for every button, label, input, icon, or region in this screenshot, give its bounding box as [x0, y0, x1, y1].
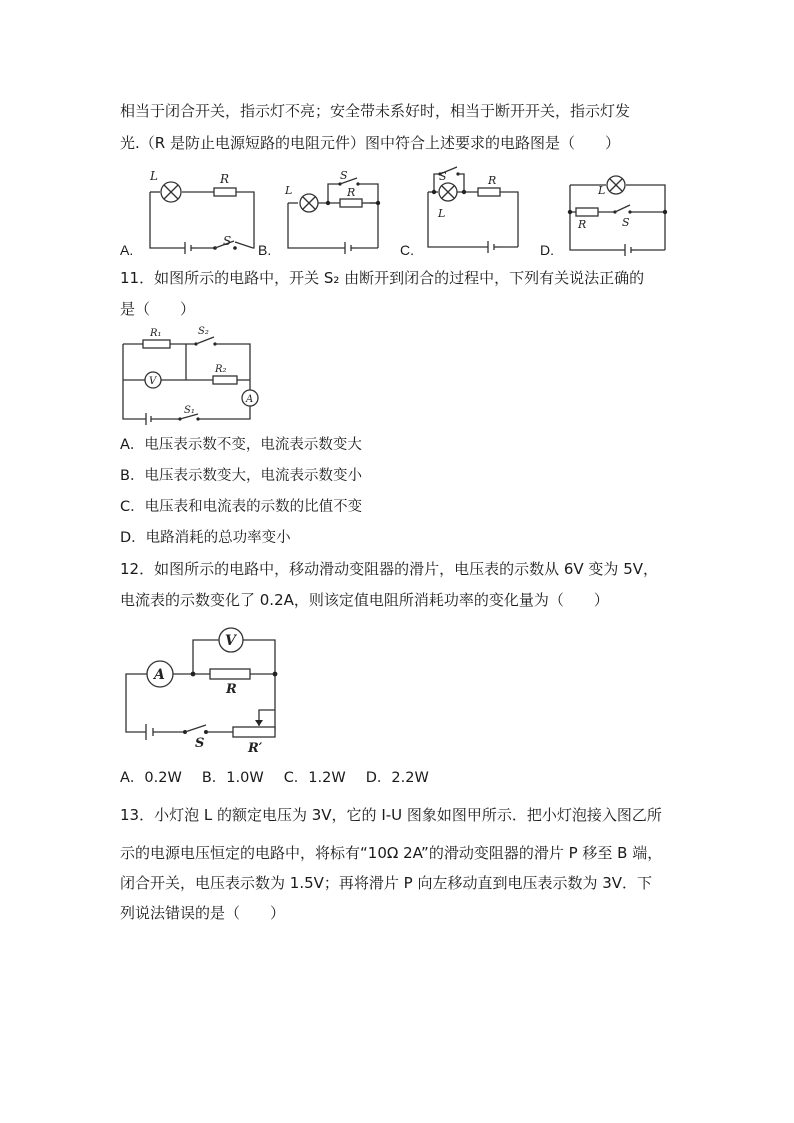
q12-voltmeter-label: V	[225, 633, 236, 649]
q10-option-a[interactable]: A.	[120, 242, 134, 258]
q13-text-line2: 示的电源电压恒定的电路中，将标有“10Ω 2A”的滑动变阻器的滑片 P 移至 B 端，	[120, 844, 663, 862]
q11-option-b[interactable]: B．电压表示数变大，电流表示数变小	[120, 468, 362, 484]
q12-text-line1: 12．如图所示的电路中，移动滑动变阻器的滑片，电压表的示数从 6V 变为 5V，	[120, 560, 659, 578]
q11-r2-label: R₂	[215, 364, 227, 375]
q12-ammeter-label: A	[154, 667, 165, 683]
q10b-switch-label: S	[340, 169, 348, 182]
q10c-lamp-label: L	[438, 207, 446, 220]
q10b-lamp-label: L	[285, 184, 293, 197]
q12-option-a[interactable]: A．0.2W	[120, 770, 182, 786]
q12-resistor-label: R	[226, 682, 237, 697]
q10-text-line2: 光.（R 是防止电源短路的电阻元件）图中符合上述要求的电路图是（ ）	[120, 134, 620, 152]
q10b-resistor-label: R	[347, 186, 356, 199]
q12-switch-label: S	[195, 736, 205, 751]
q10c-switch-label: S	[439, 170, 447, 183]
q10a-switch-label: S	[223, 234, 232, 248]
q11-text-line1: 11．如图所示的电路中，开关 S₂ 由断开到闭合的过程中，下列有关说法正确的	[120, 269, 645, 287]
q12-rheostat-label: R′	[248, 741, 263, 756]
q11-option-d[interactable]: D．电路消耗的总功率变小	[120, 530, 291, 546]
q10-circuit-d	[560, 170, 675, 255]
q10d-switch-label: S	[622, 216, 630, 229]
q12-option-c[interactable]: C．1.2W	[283, 770, 346, 786]
q13-text-line4: 列说法错误的是（ ）	[120, 904, 286, 922]
q11-option-c[interactable]: C．电压表和电流表的示数的比值不变	[120, 499, 363, 515]
q10c-resistor-label: R	[488, 174, 497, 187]
q12-option-b[interactable]: B．1.0W	[201, 770, 264, 786]
q10-option-d[interactable]: D.	[540, 242, 554, 258]
q12-circuit	[118, 622, 288, 756]
q11-text-line2: 是（ ）	[120, 300, 196, 318]
q10-option-b[interactable]: B.	[258, 242, 272, 258]
q11-option-a[interactable]: A．电压表示数不变，电流表示数变大	[120, 437, 362, 453]
q12-option-d[interactable]: D．2.2W	[365, 770, 429, 786]
q11-s1-label: S₁	[184, 405, 195, 416]
q10d-lamp-label: L	[598, 184, 606, 197]
q10-circuit-b	[280, 170, 410, 255]
q13-text-line3: 闭合开关，电压表示数为 1.5V；再将滑片 P 向左移动直到电压表示数为 3V．下	[120, 874, 653, 892]
q10d-resistor-label: R	[578, 218, 587, 231]
q11-voltmeter-label: V	[149, 376, 157, 387]
q11-r1-label: R₁	[150, 328, 162, 339]
q11-ammeter-label: A	[246, 394, 254, 405]
q13-text-line1: 13．小灯泡 L 的额定电压为 3V，它的 I-U 图象如图甲所示．把小灯泡接入图乙所	[120, 806, 662, 824]
q10-circuit-a	[120, 165, 270, 260]
q11-s2-label: S₂	[198, 326, 209, 337]
q10a-lamp-label: L	[150, 169, 158, 183]
q10-text-line1: 相当于闭合开关，指示灯不亮；安全带未系好时，相当于断开开关，指示灯发	[120, 102, 631, 120]
q10-circuit-c	[420, 162, 530, 257]
q12-text-line2: 电流表的示数变化了 0.2A，则该定值电阻所消耗功率的变化量为（ ）	[120, 591, 609, 609]
q12-options	[120, 768, 449, 788]
q10-option-c[interactable]: C.	[400, 242, 414, 258]
q11-circuit	[118, 322, 263, 427]
q10a-resistor-label: R	[220, 172, 230, 186]
